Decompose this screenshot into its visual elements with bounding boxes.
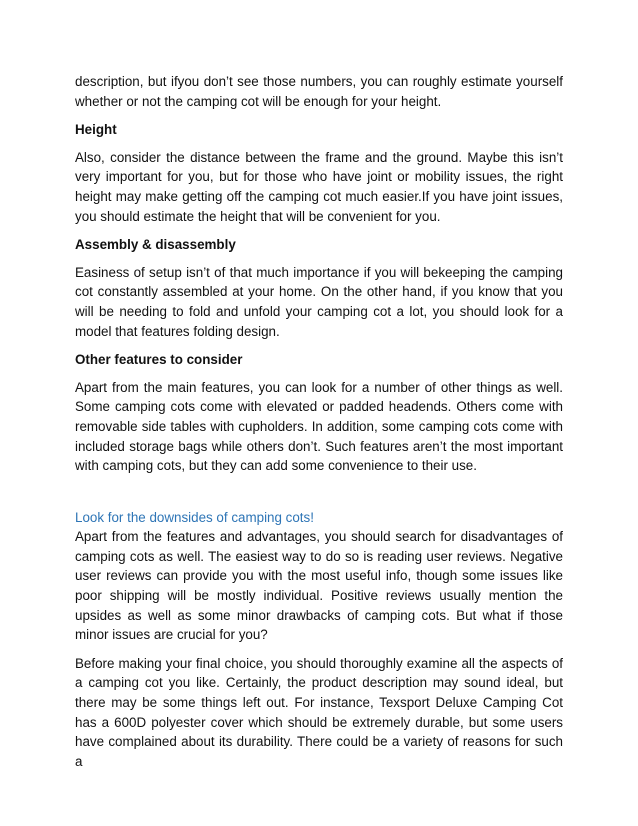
downsides-section-title: Look for the downsides of camping cots! bbox=[75, 509, 314, 525]
downsides-paragraph: Apart from the features and advantages, you should search for disadvantages of camping cots as well. The easiest way to do so is reading user reviews. Negative user reviews can provide you with the most useful info, though some issues like poor shipping will be mostly individual. Positive reviews usually mention the upsides as well as some minor drawbacks of camping cots. But what if those minor issues are crucial for you? bbox=[75, 529, 563, 643]
final-choice-paragraph: Before making your final choice, you should thoroughly examine all the aspects of a camping cot you like. Certainly, the product description may sound ideal, but there may be some things left out. For instance, Texsport Deluxe Camping Cot has a 600D polyester cover which should be extremely durable, but some users have complained about its durability. There could be a variety of reasons for such a bbox=[75, 655, 563, 769]
assembly-heading: Assembly & disassembly bbox=[75, 237, 236, 253]
height-paragraph: Also, consider the distance between the frame and the ground. Maybe this isn’t very important for you, but for those who have joint or mobility issues, the right height may make getting off the camping cot much easier.If you have joint issues, you should estimate the height that will be convenient for you. bbox=[75, 149, 563, 224]
other-features-paragraph: Apart from the main features, you can look for a number of other things as well. Some camping cots come with elevated or padded headends. Others come with removable side tables with cupholders. In addition, some camping cots come with included storage bags while others don’t. Such features aren’t the most important with camping cots, but they can add some convenience to their use. bbox=[75, 379, 563, 474]
assembly-paragraph: Easiness of setup isn’t of that much importance if you will bekeeping the camping cot constantly assembled at your home. On the other hand, if you know that you will be needing to fold and unfold your camping cot a lot, you should look for a model that features folding design. bbox=[75, 264, 563, 339]
height-heading: Height bbox=[75, 122, 117, 138]
intro-paragraph: description, but ifyou don’t see those numbers, you can roughly estimate yourself whether or not the camping cot will be enough for your height. bbox=[75, 74, 563, 109]
other-features-heading: Other features to consider bbox=[75, 352, 243, 368]
